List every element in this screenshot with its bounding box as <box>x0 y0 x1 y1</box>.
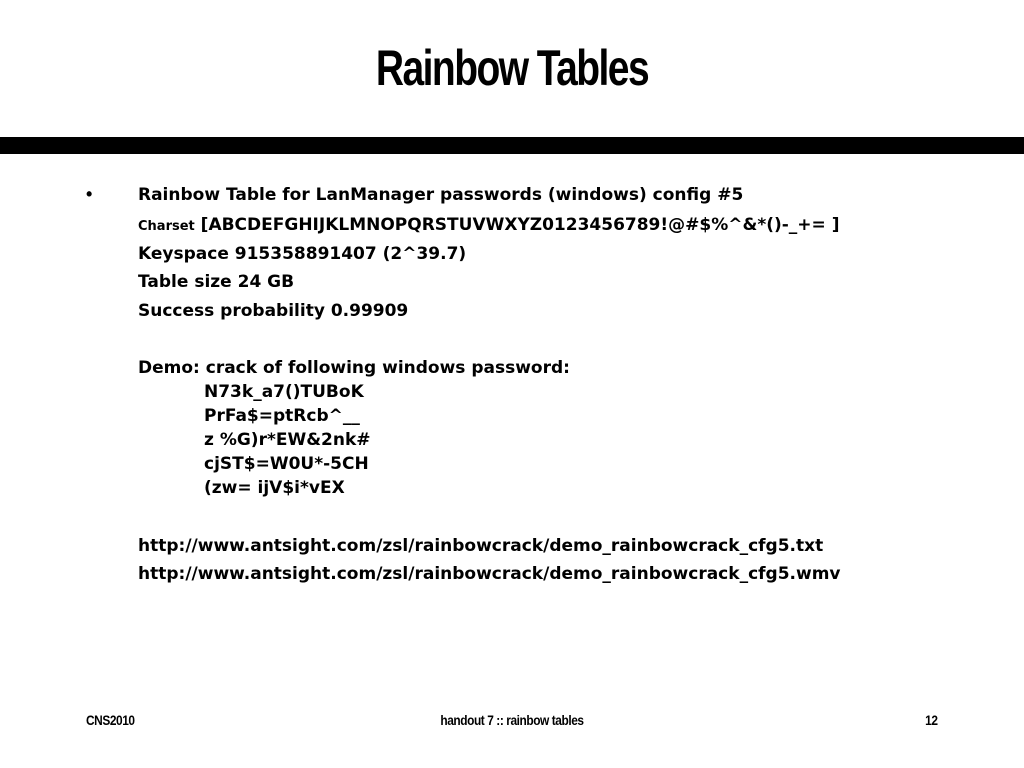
password-item: cjST$=W0U*-5CH <box>204 454 369 474</box>
password-item: PrFa$=ptRcb^__ <box>204 406 360 426</box>
password-item: N73k_a7()TUBoK <box>204 382 364 402</box>
keyspace-line: Keyspace 915358891407 (2^39.7) <box>138 244 467 264</box>
footer-course: CNS2010 <box>86 712 135 728</box>
footer-page-number: 12 <box>925 712 938 728</box>
demo-wmv-link[interactable]: http://www.antsight.com/zsl/rainbowcrack/demo_rainbowcrack_cfg5.wmv <box>138 564 841 584</box>
table-size-line: Table size 24 GB <box>138 272 295 292</box>
title-divider-bar <box>0 137 1024 154</box>
success-probability-line: Success probability 0.99909 <box>138 301 409 321</box>
charset-label: Charset <box>138 219 195 234</box>
config-heading: Rainbow Table for LanManager passwords (windows) config #5 <box>138 185 744 205</box>
charset-line <box>138 214 839 238</box>
password-item: z %G)r*EW&2nk# <box>204 430 371 450</box>
footer-handout-title: handout 7 :: rainbow tables <box>440 712 584 728</box>
charset-value: [ABCDEFGHIJKLMNOPQRSTUVWXYZ0123456789!@#$%^&*()-_+= ] <box>200 215 840 235</box>
bullet-marker: • <box>86 184 93 204</box>
password-item: (zw= ijV$i*vEX <box>204 478 345 498</box>
demo-heading: Demo: crack of following windows password: <box>138 358 570 378</box>
demo-txt-link[interactable]: http://www.antsight.com/zsl/rainbowcrack/demo_rainbowcrack_cfg5.txt <box>138 536 824 556</box>
slide-title: Rainbow Tables <box>375 40 649 96</box>
